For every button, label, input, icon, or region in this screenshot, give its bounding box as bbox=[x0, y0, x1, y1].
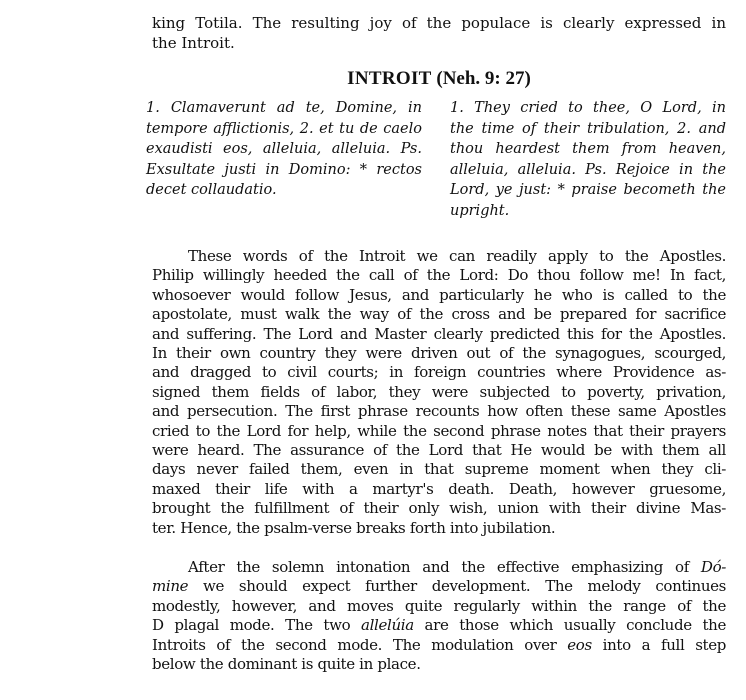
paragraph-line: signed them fields of labor, they were subjected to poverty, privation, bbox=[152, 382, 726, 401]
latin-column bbox=[146, 98, 422, 201]
paragraph-line: modestly, however, and moves quite regularly within the range of the bbox=[152, 596, 726, 615]
english-line: Lord, ye just: * praise becometh the bbox=[450, 182, 726, 198]
english-line: alleluia, alleluia. Ps. Rejoice in the bbox=[450, 161, 726, 178]
paragraph-1 bbox=[152, 247, 726, 538]
paragraph-line bbox=[152, 577, 726, 596]
english-line: 1. They cried to thee, O Lord, in bbox=[450, 100, 726, 116]
paragraph-line: brought the fulfillment of their only wish, union with their divine Mas- bbox=[152, 499, 726, 518]
text-run: D plagal mode. The two bbox=[152, 616, 361, 635]
text-run: into a full step bbox=[591, 635, 727, 654]
italic-word: eos bbox=[567, 635, 592, 654]
english-column bbox=[450, 98, 726, 221]
paragraph-line: below the dominant is quite in place. bbox=[152, 655, 421, 674]
paragraph-line: and suffering. The Lord and Master clearly predicted this for the Apostles. bbox=[152, 324, 726, 343]
paragraph-line bbox=[152, 616, 726, 635]
text-line: the Introit. bbox=[152, 34, 235, 52]
paragraph-line: and persecution. The first phrase recounts how often these same Apostles bbox=[152, 402, 726, 421]
english-line: the time of their tribulation, 2. and bbox=[450, 120, 726, 137]
english-line: thou heardest them from heaven, bbox=[450, 141, 726, 157]
text-run: Introits of the second mode. The modulation over bbox=[152, 635, 568, 654]
italic-word: allelúia bbox=[360, 616, 414, 635]
text-run: we should expect further development. The melody continues bbox=[188, 577, 726, 596]
paragraph-line bbox=[152, 636, 726, 655]
latin-line: 1. Clamaverunt ad te, Domine, in bbox=[146, 100, 422, 116]
paragraph-line: These words of the Introit we can readily apply to the Apostles. bbox=[188, 247, 726, 265]
paragraph-line: apostolate, must walk the way of the cross and be prepared for sacrifice bbox=[152, 305, 726, 324]
paragraph-line: maxed their life with a martyr's death. Death, however gruesome, bbox=[152, 479, 726, 498]
paragraph-line: ter. Hence, the psalm-verse breaks forth into jubilation. bbox=[152, 518, 556, 537]
text-line: king Totila. The resulting joy of the populace is clearly expressed in bbox=[152, 14, 726, 32]
english-line: upright. bbox=[450, 202, 510, 219]
latin-line: decet collaudatio. bbox=[146, 182, 277, 198]
paragraph-line: In their own country they were driven out of the synagogues, scourged, bbox=[152, 344, 726, 363]
paragraph-line: cried to the Lord for help, while the second phrase notes that their prayers bbox=[152, 421, 726, 440]
paragraph-2 bbox=[152, 558, 726, 674]
paragraph-line: and dragged to civil courts; in foreign countries where Providence as- bbox=[152, 363, 726, 382]
text-run: are those which usually conclude the bbox=[413, 616, 726, 635]
paragraph-line: were heard. The assurance of the Lord that He would be with them all bbox=[152, 441, 726, 460]
paragraph-line: days never failed them, even in that supreme moment when they cli- bbox=[152, 460, 726, 479]
heading-title: INTROIT bbox=[347, 68, 432, 89]
latin-line: exaudisti eos, alleluia, alleluia. Ps. bbox=[146, 141, 422, 157]
latin-line: tempore afflictionis, 2. et tu de caelo bbox=[146, 120, 422, 137]
italic-word: mine bbox=[152, 577, 189, 596]
paragraph-line bbox=[152, 558, 726, 577]
paragraph-line: whosoever would follow Jesus, and particularly he who is called to the bbox=[152, 285, 726, 304]
latin-line: Exsultate justi in Domino: * rectos bbox=[146, 161, 422, 178]
text-run: After the solemn intonation and the effective emphasizing of bbox=[188, 558, 701, 576]
italic-word: Dó- bbox=[700, 558, 726, 576]
heading-reference: (Neh. 9: 27) bbox=[436, 68, 531, 89]
paragraph-line: Philip willingly heeded the call of the Lord: Do thou follow me! In fact, bbox=[152, 266, 726, 285]
section-heading bbox=[152, 66, 726, 92]
